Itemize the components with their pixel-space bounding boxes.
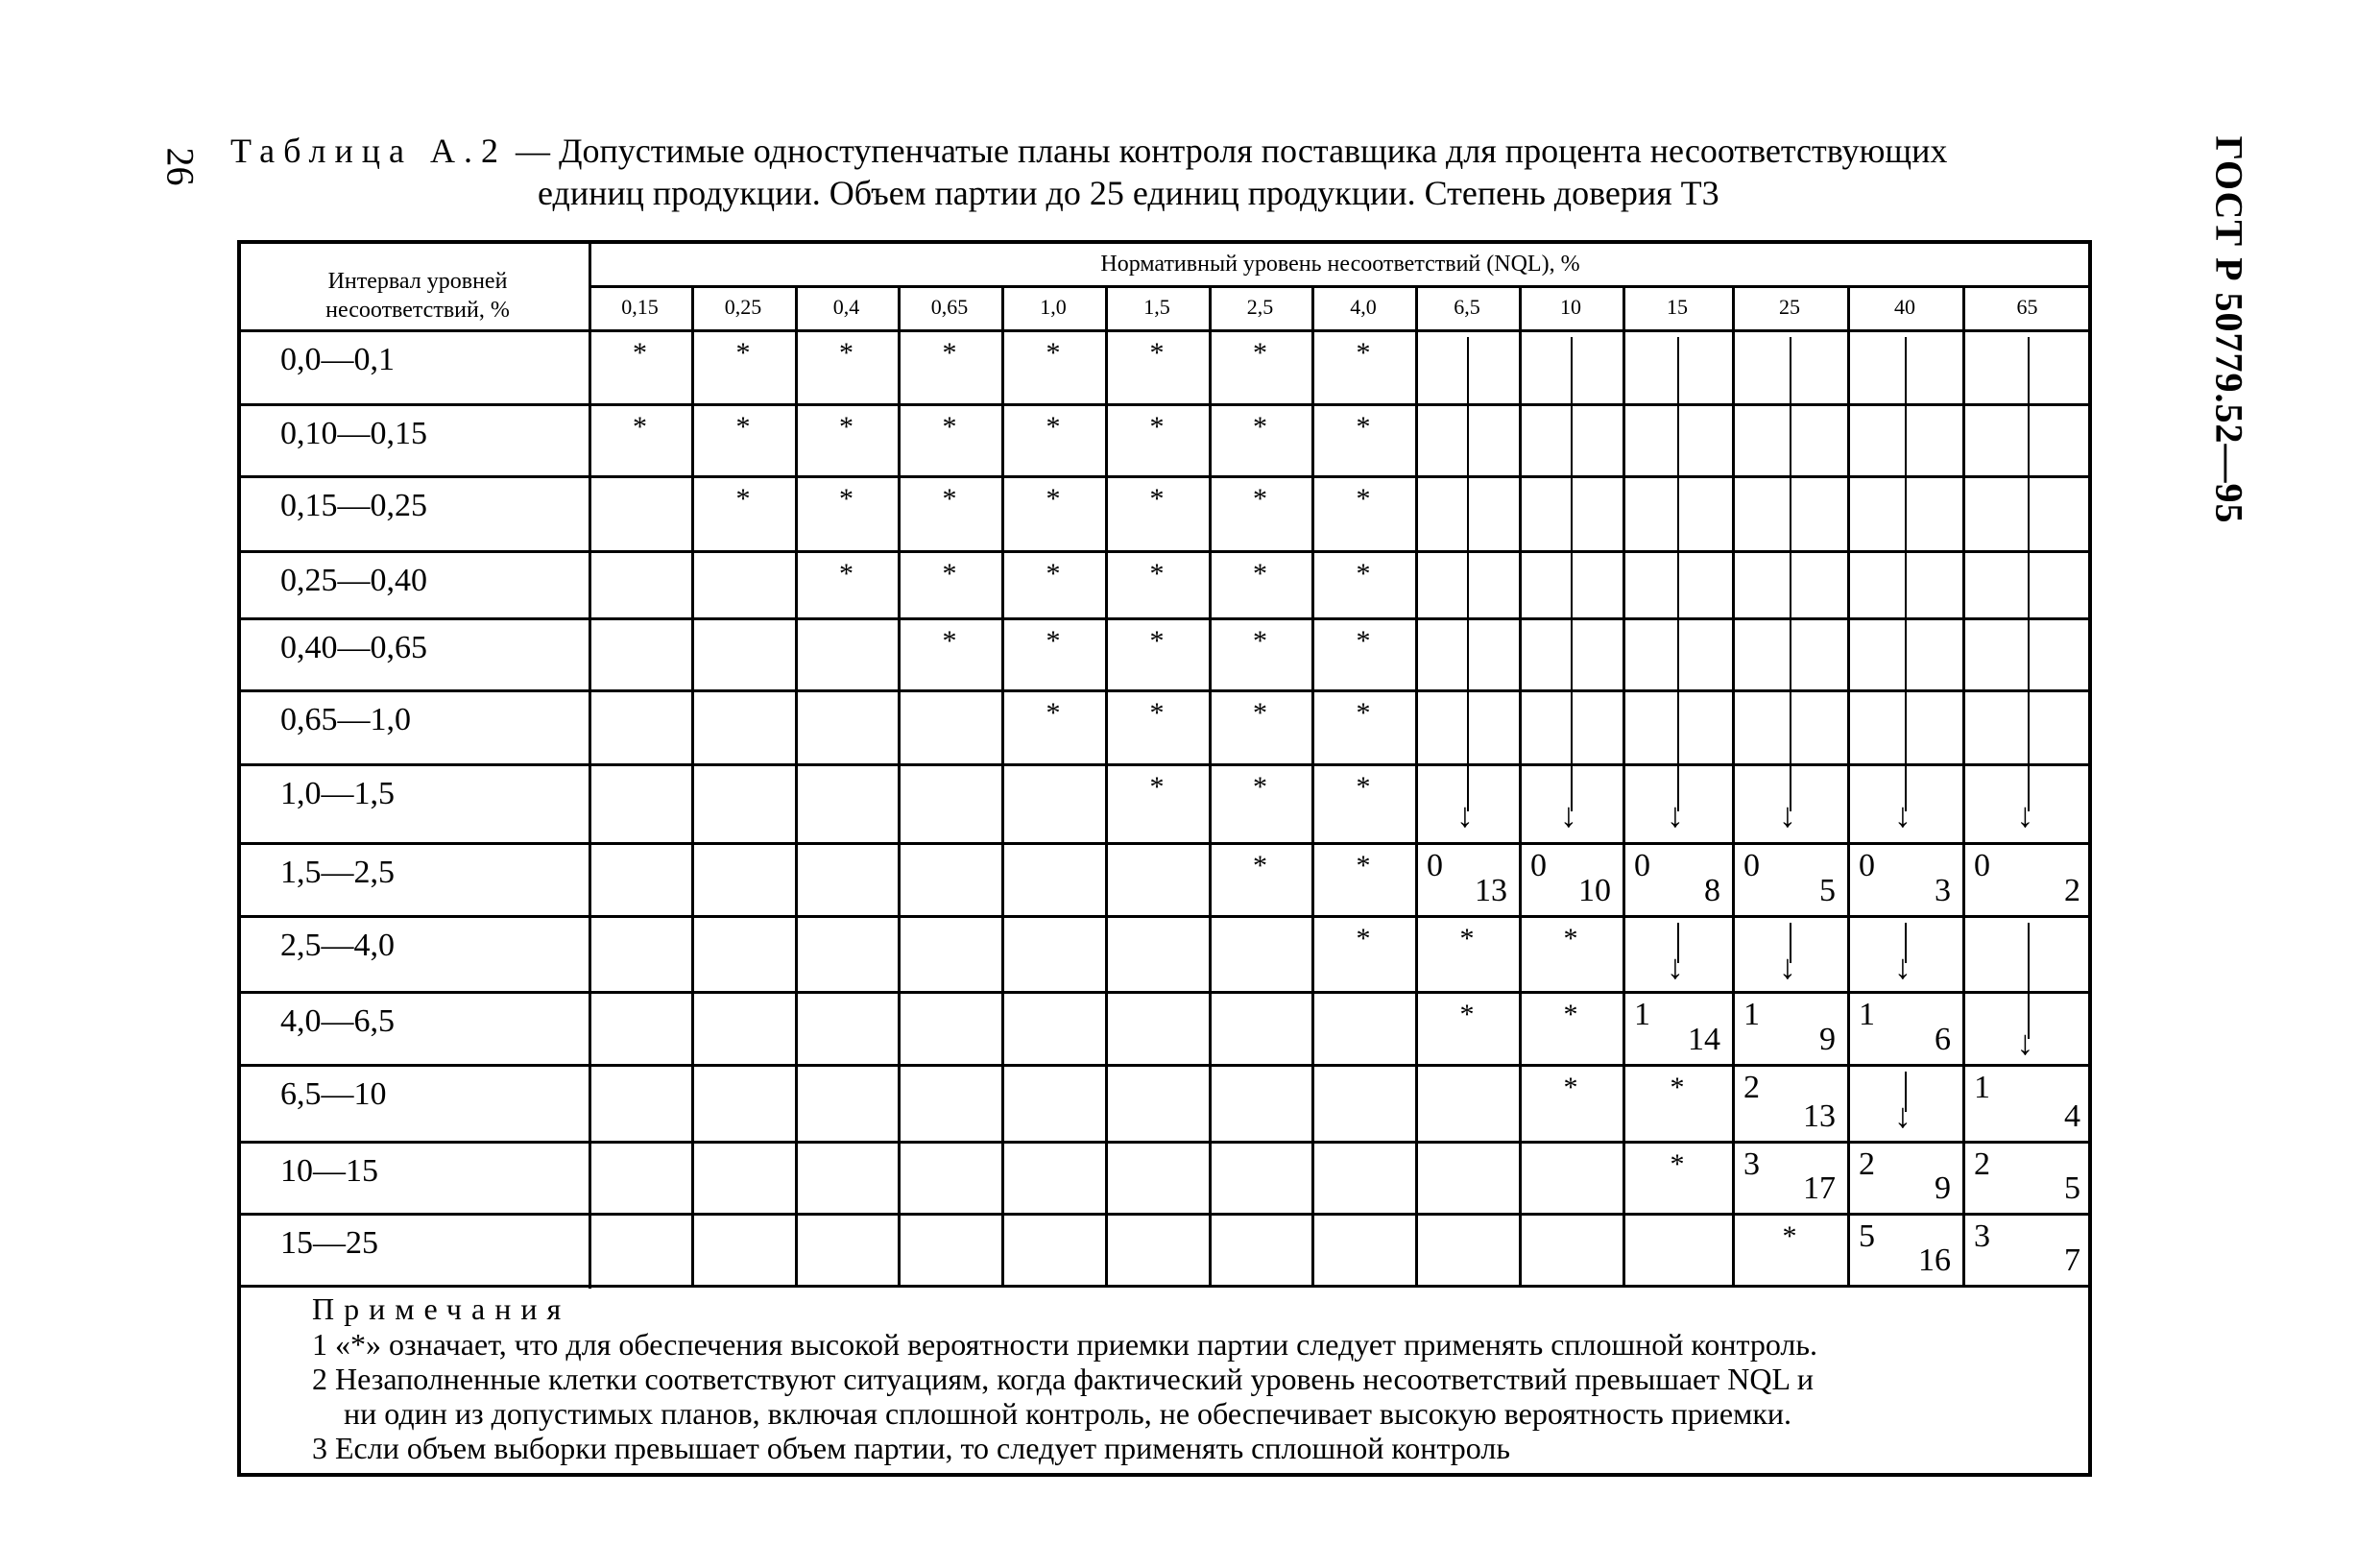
column-header: 1,5 xyxy=(1143,295,1170,319)
star-marker: * xyxy=(839,558,853,590)
note-item: 3 Если объем выборки превышает объем партии, то следует применять сплошной контроль xyxy=(312,1431,1510,1465)
acceptance-number: 0 xyxy=(1427,848,1443,883)
row-label: 4,0—6,5 xyxy=(280,1003,395,1039)
column-header: 0,25 xyxy=(724,295,762,319)
sample-size: 8 xyxy=(1704,873,1720,908)
star-marker: * xyxy=(735,337,751,369)
star-marker: * xyxy=(1459,999,1475,1030)
row-divider xyxy=(241,403,2088,406)
star-marker: * xyxy=(1459,923,1475,954)
star-marker: * xyxy=(1253,337,1267,369)
row-divider xyxy=(241,991,2088,994)
column-header: 4,0 xyxy=(1350,295,1377,319)
row-divider xyxy=(241,689,2088,692)
acceptance-number: 5 xyxy=(1859,1218,1875,1254)
arrow-down-icon: ↓ xyxy=(1667,796,1684,834)
star-marker: * xyxy=(1046,337,1061,369)
star-marker: * xyxy=(942,483,957,515)
star-marker: * xyxy=(1149,697,1165,729)
acceptance-number: 1 xyxy=(1859,997,1875,1032)
sample-size: 13 xyxy=(1803,1098,1836,1134)
acceptance-number: 0 xyxy=(1634,848,1650,883)
star-marker: * xyxy=(735,411,751,443)
acceptance-number: 2 xyxy=(1859,1146,1875,1182)
row-label: 0,10—0,15 xyxy=(280,416,427,451)
sample-size: 9 xyxy=(1935,1170,1951,1206)
arrow-down-icon: ↓ xyxy=(2016,796,2034,834)
sample-size: 2 xyxy=(2064,873,2080,908)
acceptance-number: 1 xyxy=(1634,997,1650,1032)
column-group-header: Нормативный уровень несоответствий (NQL), % xyxy=(1100,252,1580,277)
column-header: 15 xyxy=(1667,295,1688,319)
star-marker: * xyxy=(839,337,853,369)
column-header: 0,4 xyxy=(832,295,860,319)
column-header: 6,5 xyxy=(1454,295,1480,319)
table-title-text: — Допустимые одноступенчатые планы контроля поставщика для процента несоответствующих xyxy=(515,132,1948,170)
row-label: 10—15 xyxy=(280,1153,378,1189)
note-item: 2 Незаполненные клетки соответствуют ситуациям, когда фактический уровень несоответствий превышает NQL и xyxy=(312,1362,1814,1396)
star-marker: * xyxy=(1356,558,1371,590)
sample-size: 9 xyxy=(1819,1022,1836,1057)
sample-size: 5 xyxy=(2064,1170,2080,1206)
row-label: 1,5—2,5 xyxy=(280,855,395,890)
sample-size: 4 xyxy=(2064,1098,2080,1134)
star-marker: * xyxy=(1149,625,1165,657)
row-divider xyxy=(241,1285,2088,1288)
row-label: 2,5—4,0 xyxy=(280,928,395,963)
column-header: 25 xyxy=(1779,295,1800,319)
star-marker: * xyxy=(1356,697,1371,729)
control-plans-table xyxy=(237,240,2092,1477)
row-label: 0,65—1,0 xyxy=(280,702,411,737)
star-marker: * xyxy=(633,337,647,369)
star-marker: * xyxy=(942,558,957,590)
note-item: 1 «*» означает, что для обеспечения высокой вероятности приемки партии следует применять сплошной контроль. xyxy=(312,1327,1817,1362)
column-header: 2,5 xyxy=(1246,295,1274,319)
header-divider xyxy=(589,285,2092,288)
notes-heading: Примечания xyxy=(312,1291,571,1326)
column-header: 40 xyxy=(1894,295,1915,319)
acceptance-number: 1 xyxy=(1974,1070,1990,1105)
sample-size: 6 xyxy=(1935,1022,1951,1057)
row-label: 0,40—0,65 xyxy=(280,630,427,665)
star-marker: * xyxy=(1356,850,1371,881)
arrow-down-icon: ↓ xyxy=(1456,796,1474,834)
column-header: 0,65 xyxy=(930,295,969,319)
row-label: 6,5—10 xyxy=(280,1076,387,1112)
column-divider xyxy=(1415,285,1418,1285)
star-marker: * xyxy=(942,625,957,657)
acceptance-number: 0 xyxy=(1974,848,1990,883)
column-divider xyxy=(1519,285,1522,1285)
row-divider xyxy=(241,617,2088,620)
column-divider xyxy=(1847,285,1850,1285)
arrow-shaft xyxy=(1905,337,1907,811)
row-divider xyxy=(241,475,2088,478)
arrow-down-icon: ↓ xyxy=(1667,948,1684,986)
row-divider xyxy=(241,1213,2088,1216)
star-marker: * xyxy=(1046,411,1061,443)
column-divider xyxy=(1623,285,1625,1285)
row-label: 0,25—0,40 xyxy=(280,563,427,598)
acceptance-number: 0 xyxy=(1859,848,1875,883)
acceptance-number: 0 xyxy=(1743,848,1760,883)
sample-size: 16 xyxy=(1918,1242,1951,1278)
star-marker: * xyxy=(1149,771,1165,803)
arrow-shaft xyxy=(2028,923,2030,1039)
standard-designation: ГОСТ Р 50779.52—95 xyxy=(2207,135,2251,524)
arrow-down-icon: ↓ xyxy=(1894,948,1911,986)
star-marker: * xyxy=(1782,1220,1797,1252)
star-marker: * xyxy=(1356,411,1371,443)
row-divider xyxy=(241,763,2088,766)
arrow-down-icon: ↓ xyxy=(1779,796,1796,834)
page-number: 26 xyxy=(158,147,203,186)
table-title-prefix: Таблица А.2 xyxy=(230,132,507,170)
star-marker: * xyxy=(1670,1072,1685,1103)
row-label: 0,15—0,25 xyxy=(280,488,427,523)
arrow-down-icon: ↓ xyxy=(2016,1024,2034,1062)
star-marker: * xyxy=(1253,483,1267,515)
star-marker: * xyxy=(633,411,647,443)
acceptance-number: 0 xyxy=(1530,848,1547,883)
star-marker: * xyxy=(942,411,957,443)
column-header: 1,0 xyxy=(1040,295,1067,319)
star-marker: * xyxy=(942,337,957,369)
star-marker: * xyxy=(1253,771,1267,803)
star-marker: * xyxy=(1356,483,1371,515)
star-marker: * xyxy=(1046,483,1061,515)
row-divider xyxy=(241,1141,2088,1144)
star-marker: * xyxy=(1356,923,1371,954)
star-marker: * xyxy=(1253,625,1267,657)
acceptance-number: 2 xyxy=(1743,1070,1760,1105)
sample-size: 3 xyxy=(1935,873,1951,908)
star-marker: * xyxy=(1149,411,1165,443)
star-marker: * xyxy=(839,483,853,515)
table-title-line-2: единиц продукции. Объем партии до 25 единиц продукции. Степень доверия Т3 xyxy=(538,174,1719,212)
sample-size: 17 xyxy=(1803,1170,1836,1206)
arrow-shaft xyxy=(2028,337,2030,811)
column-header: 0,15 xyxy=(621,295,659,319)
column-header: 65 xyxy=(2016,295,2038,319)
star-marker: * xyxy=(1253,697,1267,729)
row-label: 1,0—1,5 xyxy=(280,776,395,811)
arrow-shaft xyxy=(1571,337,1573,811)
acceptance-number: 1 xyxy=(1743,997,1760,1032)
arrow-shaft xyxy=(1467,337,1469,811)
sample-size: 7 xyxy=(2064,1242,2080,1278)
star-marker: * xyxy=(1563,999,1578,1030)
arrow-down-icon: ↓ xyxy=(1779,948,1796,986)
sample-size: 14 xyxy=(1688,1022,1720,1057)
star-marker: * xyxy=(1046,697,1061,729)
star-marker: * xyxy=(1149,337,1165,369)
row-divider xyxy=(241,842,2088,845)
star-marker: * xyxy=(1563,923,1578,954)
star-marker: * xyxy=(839,411,853,443)
star-marker: * xyxy=(1670,1148,1685,1180)
sample-size: 5 xyxy=(1819,873,1836,908)
arrow-down-icon: ↓ xyxy=(1560,796,1577,834)
row-divider xyxy=(241,1064,2088,1067)
star-marker: * xyxy=(1356,625,1371,657)
star-marker: * xyxy=(1046,558,1061,590)
arrow-shaft xyxy=(1677,337,1679,811)
star-marker: * xyxy=(1356,337,1371,369)
row-header-label: Интервал уровней несоответствий, % xyxy=(325,269,510,323)
sample-size: 10 xyxy=(1578,873,1611,908)
acceptance-number: 2 xyxy=(1974,1146,1990,1182)
acceptance-number: 3 xyxy=(1743,1146,1760,1182)
star-marker: * xyxy=(1253,850,1267,881)
star-marker: * xyxy=(1149,483,1165,515)
note-item: ни один из допустимых планов, включая сплошной контроль, не обеспечивает высокую вероятность приемки. xyxy=(344,1396,1792,1431)
star-marker: * xyxy=(1356,771,1371,803)
star-marker: * xyxy=(1046,625,1061,657)
row-label: 0,0—0,1 xyxy=(280,342,395,377)
table-title-line-1 xyxy=(230,131,1947,171)
arrow-down-icon: ↓ xyxy=(1894,1097,1911,1135)
acceptance-number: 3 xyxy=(1974,1218,1990,1254)
row-divider xyxy=(241,915,2088,918)
star-marker: * xyxy=(1253,558,1267,590)
row-label: 15—25 xyxy=(280,1225,378,1261)
star-marker: * xyxy=(1253,411,1267,443)
arrow-down-icon: ↓ xyxy=(1894,796,1911,834)
sample-size: 13 xyxy=(1475,873,1507,908)
star-marker: * xyxy=(735,483,751,515)
header-bottom-rule xyxy=(241,329,2088,332)
label-column-divider xyxy=(589,244,591,1289)
arrow-shaft xyxy=(1790,337,1791,811)
star-marker: * xyxy=(1563,1072,1578,1103)
row-divider xyxy=(241,550,2088,553)
column-header: 10 xyxy=(1560,295,1581,319)
star-marker: * xyxy=(1149,558,1165,590)
